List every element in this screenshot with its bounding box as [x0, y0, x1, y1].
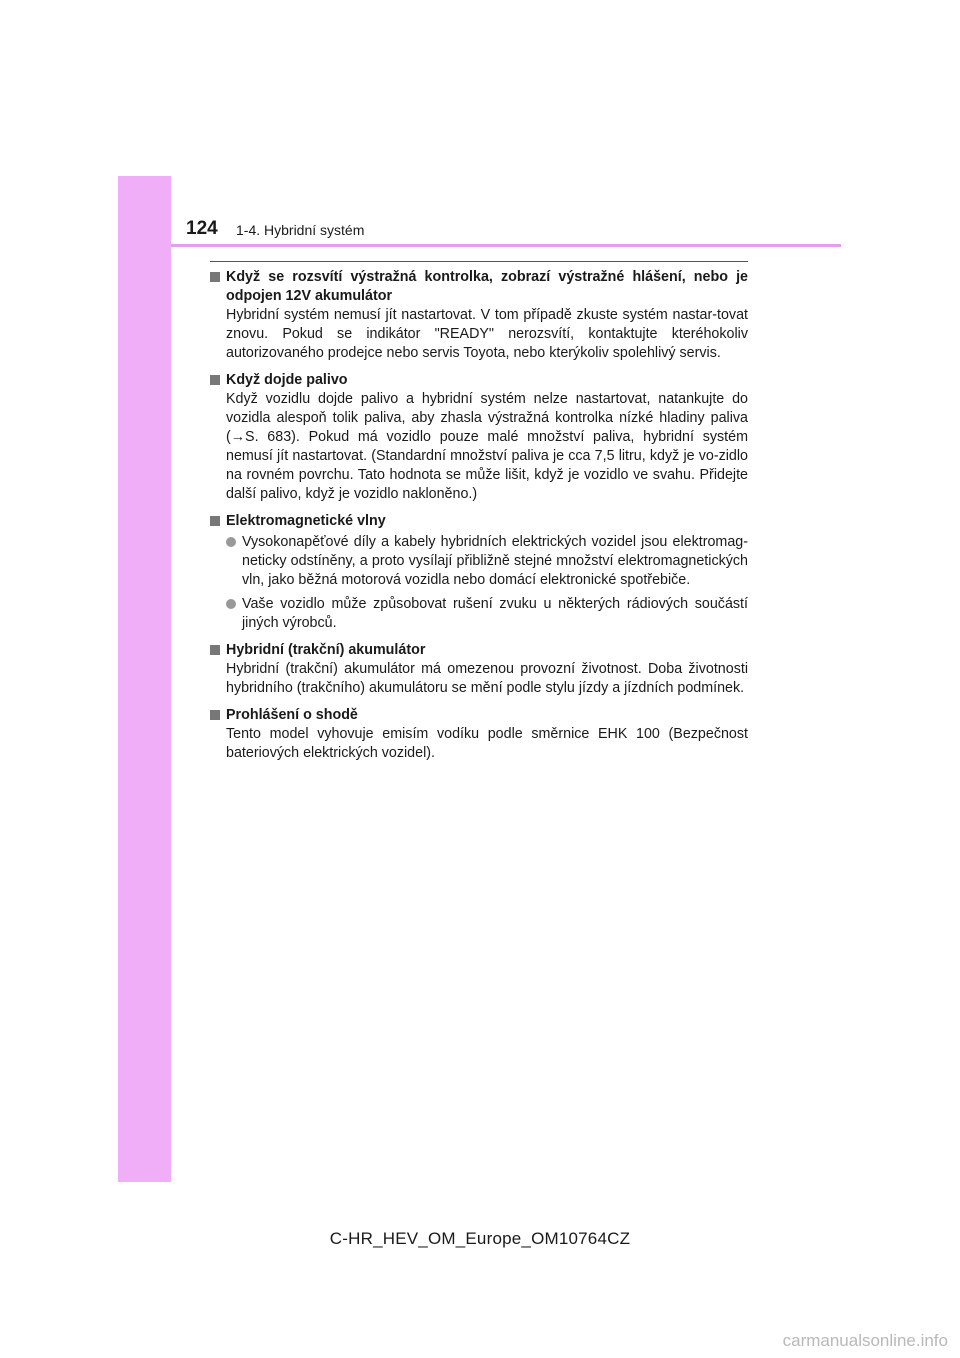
- watermark[interactable]: carmanualsonline.info: [782, 1331, 948, 1350]
- section-warning-light: [210, 268, 748, 363]
- section-heading-text: Hybridní (trakční) akumulátor: [226, 642, 426, 658]
- square-bullet-icon: [210, 375, 220, 385]
- section-fuel: [210, 371, 748, 504]
- section-conformity: [210, 706, 748, 763]
- list-item: [226, 533, 748, 590]
- section-heading: [210, 268, 748, 306]
- content: [210, 268, 748, 771]
- square-bullet-icon: [210, 645, 220, 655]
- round-bullet-icon: [226, 599, 236, 609]
- round-bullet-icon: [226, 537, 236, 547]
- list-item: [226, 595, 748, 633]
- section-heading: [210, 512, 748, 531]
- list-item-text: Vysokonapěťové díly a kabely hybridních elektrických vozidel jsou elektromag-neticky odstíněny, a proto vysílají přibližně stejné množství elektromagnetických vln, jako běžná motorová vozidla nebo domácí elektronické spotřebiče.: [242, 534, 748, 588]
- section-heading: [210, 706, 748, 725]
- section-paragraph: Hybridní systém nemusí jít nastartovat. V tom případě zkuste systém nastar-tovat znovu. Pokud se indikátor "READY" nerozsvítí, kontaktujte kteréhokoliv autorizovaného prodejce nebo servis Toyota, nebo kterýkoliv spolehlivý servis.: [226, 307, 748, 361]
- footer-document-code: C-HR_HEV_OM_Europe_OM10764CZ: [329, 1229, 631, 1248]
- list-item-text: Vaše vozidlo může způsobovat rušení zvuku u některých rádiových součástí jiných výrobců.: [242, 596, 748, 631]
- section-paragraph: Když vozidlu dojde palivo a hybridní systém nelze nastartovat, natankujte do vozidla alespoň tolik paliva, aby zhasla výstražná kontrolka nízké hladiny paliva (→S. 683). Pokud má vozidlo pouze malé množství paliva, hybridní systém nemusí jít nastartovat. (Standardní množství paliva je cca 7,5 litru, když je vo-zidlo na rovném povrchu. Tato hodnota se může lišit, když je vozidlo ve svahu. Přidejte další palivo, když je vozidlo nakloněno.): [226, 391, 748, 502]
- section-battery: [210, 641, 748, 698]
- section-paragraph: Tento model vyhovuje emisím vodíku podle směrnice EHK 100 (Bezpečnost bateriových elektrických vozidel).: [226, 726, 748, 761]
- square-bullet-icon: [210, 710, 220, 720]
- header-rule: [171, 244, 841, 247]
- square-bullet-icon: [210, 516, 220, 526]
- content-divider: [210, 261, 748, 262]
- side-tab: [118, 176, 171, 1182]
- section-heading-text: Když dojde palivo: [226, 372, 348, 388]
- page-number: 124: [186, 218, 218, 239]
- section-paragraph: Hybridní (trakční) akumulátor má omezenou provozní životnost. Doba životnosti hybridního (trakčního) akumulátoru se mění podle stylu jízdy a jízdních podmínek.: [226, 661, 748, 696]
- square-bullet-icon: [210, 272, 220, 282]
- section-heading: [210, 641, 748, 660]
- section-heading: [210, 371, 748, 390]
- section-heading-text: Elektromagnetické vlny: [226, 513, 386, 529]
- section-title: 1-4. Hybridní systém: [236, 222, 365, 238]
- section-heading-text: Prohlášení o shodě: [226, 707, 358, 723]
- section-em-waves: [210, 512, 748, 633]
- section-heading-text: Když se rozsvítí výstražná kontrolka, zobrazí výstražné hlášení, nebo je odpojen 12V akumulátor: [226, 269, 748, 304]
